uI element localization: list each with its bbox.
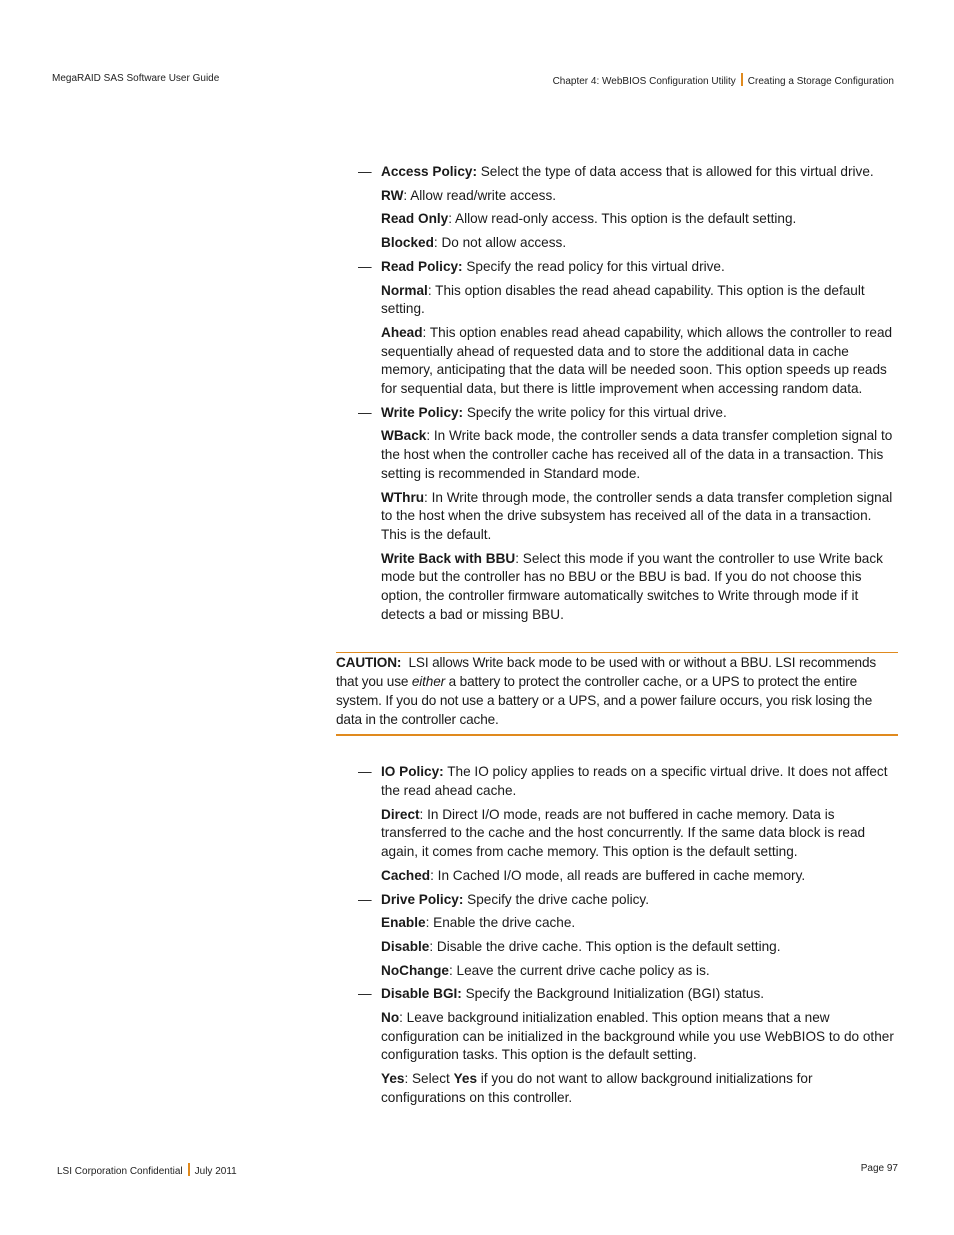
- disable-bgi-desc: Specify the Background Initialization (BGI) status.: [461, 986, 765, 1002]
- caution-emphasis: either: [411, 674, 445, 690]
- option-inline-term: Yes: [453, 1071, 477, 1087]
- option-term: No: [381, 1010, 400, 1026]
- disable-bgi-item: [336, 985, 898, 1004]
- write-policy-item: [336, 404, 898, 423]
- write-wback-option: [336, 427, 898, 483]
- footer-separator: [188, 1163, 190, 1176]
- access-blocked-option: [336, 234, 898, 253]
- drive-nochange-option: [336, 962, 898, 981]
- page-body: [336, 163, 898, 1113]
- option-term: Disable: [381, 938, 430, 954]
- option-desc: : This option enables read ahead capability, which allows the controller to read sequentially ahead of requested data and to store the additional data in cache memory, anticipating that the data will be needed soon. This option speeds up reads for sequential data, but there is little improvement when accessing random data.: [381, 324, 893, 397]
- option-desc: : Disable the drive cache. This option is the default setting.: [429, 938, 781, 954]
- header-doc-title: MegaRAID SAS Software User Guide: [52, 73, 220, 84]
- access-policy-term: Access Policy:: [381, 164, 477, 179]
- read-policy-term: Read Policy:: [381, 258, 463, 274]
- caution-label: CAUTION:: [336, 655, 402, 671]
- option-desc: : Do not allow access.: [433, 235, 567, 251]
- option-term: WThru: [381, 489, 425, 505]
- dash-bullet: —: [358, 764, 372, 780]
- io-policy-item: [336, 763, 898, 800]
- drive-policy-item: [336, 891, 898, 910]
- drive-policy-desc: Specify the drive cache policy.: [463, 891, 649, 907]
- option-desc: : Allow read-only access. This option is the default setting.: [448, 211, 797, 227]
- footer-left: [57, 1163, 237, 1177]
- option-desc: : Enable the drive cache.: [425, 915, 576, 931]
- access-readonly-option: [336, 210, 898, 229]
- option-term: Blocked: [381, 235, 434, 251]
- option-desc: : In Cached I/O mode, all reads are buffered in cache memory.: [430, 867, 806, 883]
- option-term: Direct: [381, 806, 420, 822]
- write-bbu-option: [336, 550, 898, 625]
- option-desc-cont: if you do not want to allow background initializations for configurations on this controller.: [381, 1071, 813, 1105]
- option-term: Cached: [381, 867, 431, 883]
- access-policy-item: [336, 163, 898, 182]
- access-rw-option: [336, 187, 898, 206]
- option-term: RW: [381, 187, 404, 203]
- access-policy-desc: Select the type of data access that is allowed for this virtual drive.: [476, 164, 874, 179]
- caution-box: [336, 652, 898, 736]
- drive-policy-term: Drive Policy:: [381, 891, 464, 907]
- option-term: Ahead: [381, 324, 423, 340]
- read-policy-desc: Specify the read policy for this virtual drive.: [462, 258, 725, 274]
- dash-bullet: —: [358, 164, 372, 179]
- read-normal-option: [336, 282, 898, 319]
- footer-company: LSI Corporation Confidential: [57, 1166, 183, 1177]
- footer-date: July 2011: [194, 1166, 237, 1177]
- drive-disable-option: [336, 938, 898, 957]
- option-desc: : In Write through mode, the controller sends a data transfer completion signal to the host when the drive subsystem has received all of the data in a transaction. This is the default.: [381, 489, 893, 542]
- option-term: Enable: [381, 915, 426, 931]
- option-desc: : In Write back mode, the controller sends a data transfer completion signal to the host when the controller cache has received all of the data in a transaction. This setting is recommended in Standard mode.: [381, 428, 893, 481]
- option-term: WBack: [381, 428, 427, 444]
- option-desc: : Leave background initialization enabled. This option means that a new configuration can be initialized in the background while you use WebBIOS to do other configuration tasks. This option is the default setting.: [381, 1010, 894, 1063]
- header-chapter: Chapter 4: WebBIOS Configuration Utility: [552, 76, 736, 87]
- option-desc: : Allow read/write access.: [403, 187, 557, 203]
- option-term: Yes: [381, 1071, 405, 1087]
- dash-bullet: —: [358, 404, 372, 420]
- header-section: Creating a Storage Configuration: [747, 76, 894, 87]
- bgi-yes-option: [336, 1070, 898, 1107]
- io-policy-desc: The IO policy applies to reads on a specific virtual drive. It does not affect the read ahead cache.: [381, 764, 888, 798]
- io-direct-option: [336, 806, 898, 862]
- write-wthru-option: [336, 489, 898, 545]
- io-policy-term: IO Policy:: [381, 764, 444, 780]
- disable-bgi-term: Disable BGI:: [381, 986, 462, 1002]
- caution-text-cont: a battery to protect the controller cache, or a UPS to protect the entire system. If you do not use a battery or a UPS, and a power failure occurs, you risk losing the data in the controller cache.: [336, 674, 873, 727]
- option-desc: : Select: [404, 1071, 454, 1087]
- page-number: Page 97: [860, 1163, 898, 1174]
- caution-text: LSI allows Write back mode to be used with or without a BBU. LSI recommends that you use: [336, 655, 880, 690]
- option-term: Read Only: [381, 211, 449, 227]
- dash-bullet: —: [358, 891, 372, 907]
- drive-enable-option: [336, 914, 898, 933]
- option-term: NoChange: [381, 962, 449, 978]
- write-policy-desc: Specify the write policy for this virtual drive.: [463, 404, 727, 420]
- option-desc: : Leave the current drive cache policy as is.: [448, 962, 710, 978]
- dash-bullet: —: [358, 258, 372, 274]
- dash-bullet: —: [358, 986, 372, 1002]
- option-term: Normal: [381, 282, 428, 298]
- option-desc: : This option disables the read ahead capability. This option is the default setting.: [381, 282, 865, 317]
- io-cached-option: [336, 867, 898, 886]
- header-separator: [741, 73, 743, 86]
- option-desc: : Select this mode if you want the controller to use Write back mode but the controller has no BBU or the BBU is bad. If you do not choose this option, the controller firmware automatically switches to Write through mode if it detects a bad or missing BBU.: [381, 550, 883, 622]
- option-desc: : In Direct I/O mode, reads are not buffered in cache memory. Data is transferred to the cache and the host concurrently. If the same data block is read again, it comes from cache memory. This option is the default setting.: [381, 806, 866, 860]
- header-breadcrumb: [553, 73, 894, 87]
- option-term: Write Back with BBU: [381, 550, 516, 566]
- bgi-no-option: [336, 1009, 898, 1065]
- write-policy-term: Write Policy:: [381, 404, 464, 420]
- read-policy-item: [336, 258, 898, 277]
- read-ahead-option: [336, 324, 898, 399]
